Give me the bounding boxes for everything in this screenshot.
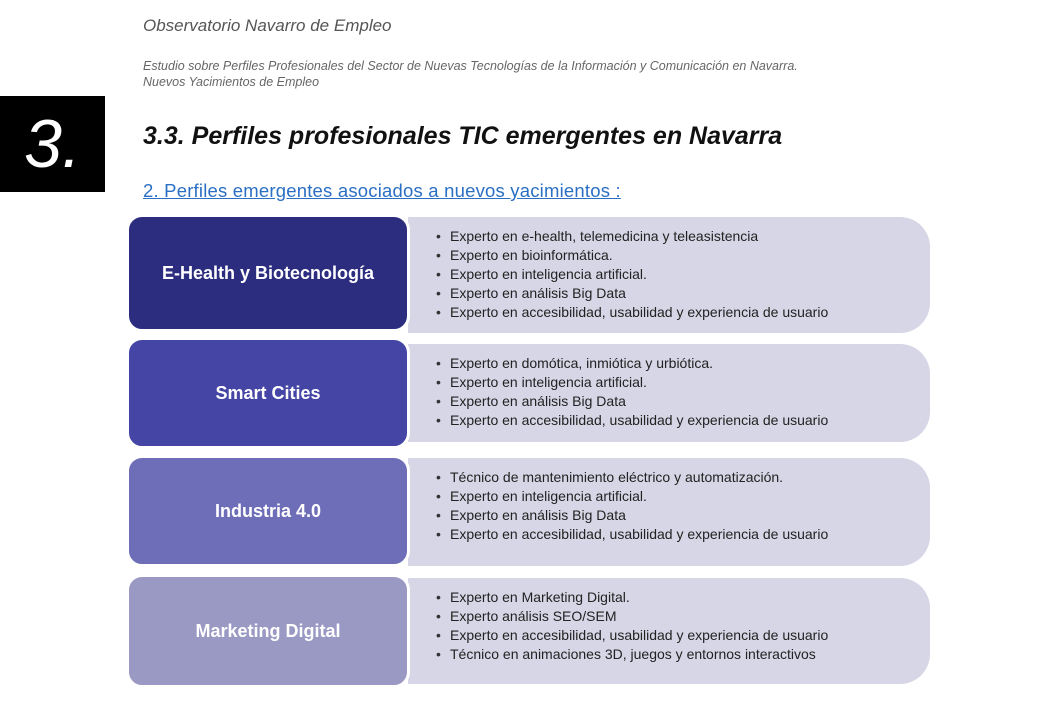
list-item: • Experto en Marketing Digital. <box>436 588 930 607</box>
list-item: • Experto análisis SEO/SEM <box>436 607 930 626</box>
list-item: • Experto en accesibilidad, usabilidad y experiencia de usuario <box>436 303 930 322</box>
list-item: • Experto en análisis Big Data <box>436 392 930 411</box>
section-subtitle-link[interactable]: 2. Perfiles emergentes asociados a nuevos yacimientos : <box>143 180 621 201</box>
list-item: • Experto en inteligencia artificial. <box>436 373 930 392</box>
section-number: 3. <box>24 106 81 182</box>
list-item: • Experto en e-health, telemedicina y teleasistencia <box>436 227 930 246</box>
list-item: • Técnico de mantenimiento eléctrico y automatización. <box>436 468 930 487</box>
section-number-badge <box>0 96 105 192</box>
list-item: • Experto en inteligencia artificial. <box>436 487 930 506</box>
list-item: • Experto en domótica, inmiótica y urbiótica. <box>436 354 930 373</box>
category-label: Marketing Digital <box>195 620 341 641</box>
study-title-line2: Nuevos Yacimientos de Empleo <box>143 75 320 89</box>
category-items-list <box>436 468 930 544</box>
category-items-panel <box>408 578 930 684</box>
category-label: E-Health y Biotecnología <box>161 262 375 283</box>
category-items-panel <box>408 344 930 442</box>
organization-name: Observatorio Navarro de Empleo <box>143 16 392 35</box>
category-row-marketing <box>126 574 930 688</box>
category-row-industria <box>126 455 930 567</box>
category-items-list <box>436 354 930 430</box>
list-item: • Experto en inteligencia artificial. <box>436 265 930 284</box>
page-title: 3.3. Perfiles profesionales TIC emergentes en Navarra <box>143 122 783 150</box>
category-box-marketing <box>126 574 410 688</box>
list-item: • Experto en análisis Big Data <box>436 506 930 525</box>
list-item: • Técnico en animaciones 3D, juegos y entornos interactivos <box>436 645 930 664</box>
study-title <box>143 58 1003 90</box>
list-item: • Experto en accesibilidad, usabilidad y experiencia de usuario <box>436 411 930 430</box>
category-items-panel <box>408 217 930 333</box>
list-item: • Experto en bioinformática. <box>436 246 930 265</box>
category-items-list <box>436 588 930 664</box>
study-title-line1: Estudio sobre Perfiles Profesionales del Sector de Nuevas Tecnologías de la Información y Comunicación en Navarra. <box>143 59 798 73</box>
category-box-ehealth <box>126 214 410 332</box>
category-label: Smart Cities <box>215 382 321 403</box>
category-label: Industria 4.0 <box>214 500 322 521</box>
category-box-industria <box>126 455 410 567</box>
list-item: • Experto en accesibilidad, usabilidad y experiencia de usuario <box>436 525 930 544</box>
category-items-panel <box>408 458 930 566</box>
category-items-list <box>436 227 930 322</box>
category-box-smart-cities <box>126 337 410 449</box>
category-row-smart-cities <box>126 337 930 449</box>
list-item: • Experto en accesibilidad, usabilidad y experiencia de usuario <box>436 626 930 645</box>
category-row-ehealth <box>126 214 930 334</box>
list-item: • Experto en análisis Big Data <box>436 284 930 303</box>
